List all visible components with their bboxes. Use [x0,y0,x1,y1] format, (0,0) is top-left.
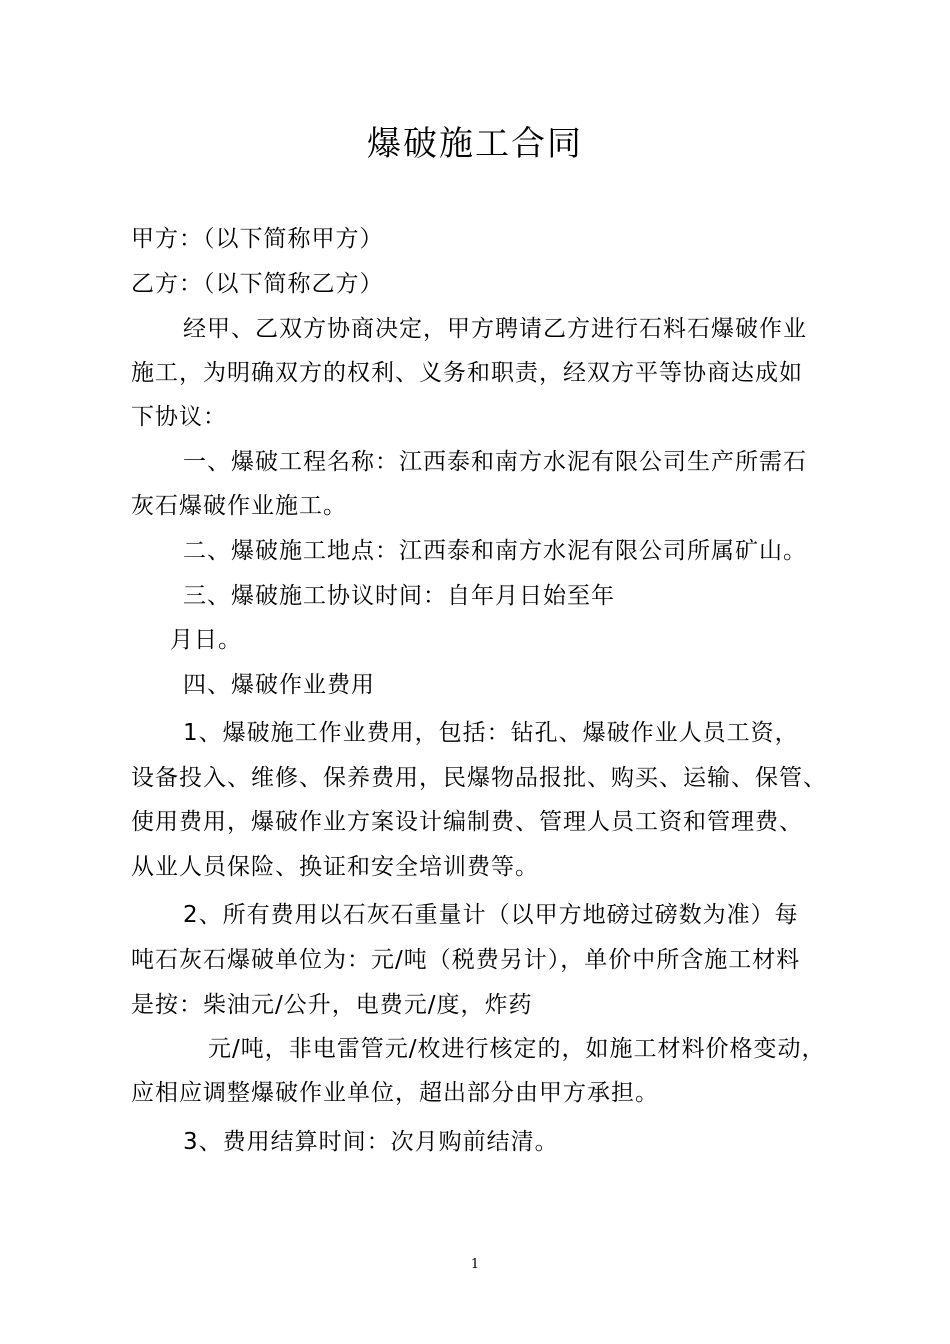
section-2-line: 二、爆破施工地点：江西泰和南方水泥有限公司所属矿山。 [183,538,807,564]
section-1-line-2: 灰石爆破作业施工。 [131,493,347,519]
item-2-line-4: 元/吨，非电雷管元/枚进行核定的，如施工材料价格变动， [208,1036,826,1062]
party-b-line: 乙方：（以下简称乙方） [131,271,384,297]
item-2-line-5: 应相应调整爆破作业单位，超出部分由甲方承担。 [131,1080,659,1106]
section-4-heading: 四、爆破作业费用 [183,672,375,698]
item-2-line-1: 2、所有费用以石灰石重量计（以甲方地磅过磅数为准）每 [183,902,799,928]
item-1-line-3: 使用费用，爆破作业方案设计编制费、管理人员工资和管理费、 [131,809,803,835]
intro-line-2: 施工，为明确双方的权利、义务和职责，经双方平等协商达成如 [131,360,803,386]
party-a-line: 甲方：（以下简称甲方） [131,226,384,252]
item-3-line: 3、费用结算时间：次月购前结清。 [183,1129,559,1155]
item-2-line-2: 吨石灰石爆破单位为：元/吨（税费另计），单价中所含施工材料 [131,947,801,973]
document-title: 爆破施工合同 [367,124,583,164]
item-2-line-3: 是按：柴油元/公升，电费元/度，炸药 [131,992,533,1018]
page-number: 1 [470,1257,480,1272]
section-3-line-1: 三、爆破施工协议时间：自年月日始至年 [183,583,615,609]
intro-line-3: 下协议： [131,404,227,430]
section-1-line-1: 一、爆破工程名称：江西泰和南方水泥有限公司生产所需石 [183,449,807,475]
item-1-line-2: 设备投入、维修、保养费用，民爆物品报批、购买、运输、保管、 [131,765,827,791]
section-3-line-2: 月日。 [170,627,242,653]
item-1-line-4: 从业人员保险、换证和安全培训费等。 [131,854,539,880]
item-1-line-1: 1、爆破施工作业费用，包括：钻孔、爆破作业人员工资， [183,720,799,746]
intro-line-1: 经甲、乙双方协商决定，甲方聘请乙方进行石料石爆破作业 [183,316,807,342]
